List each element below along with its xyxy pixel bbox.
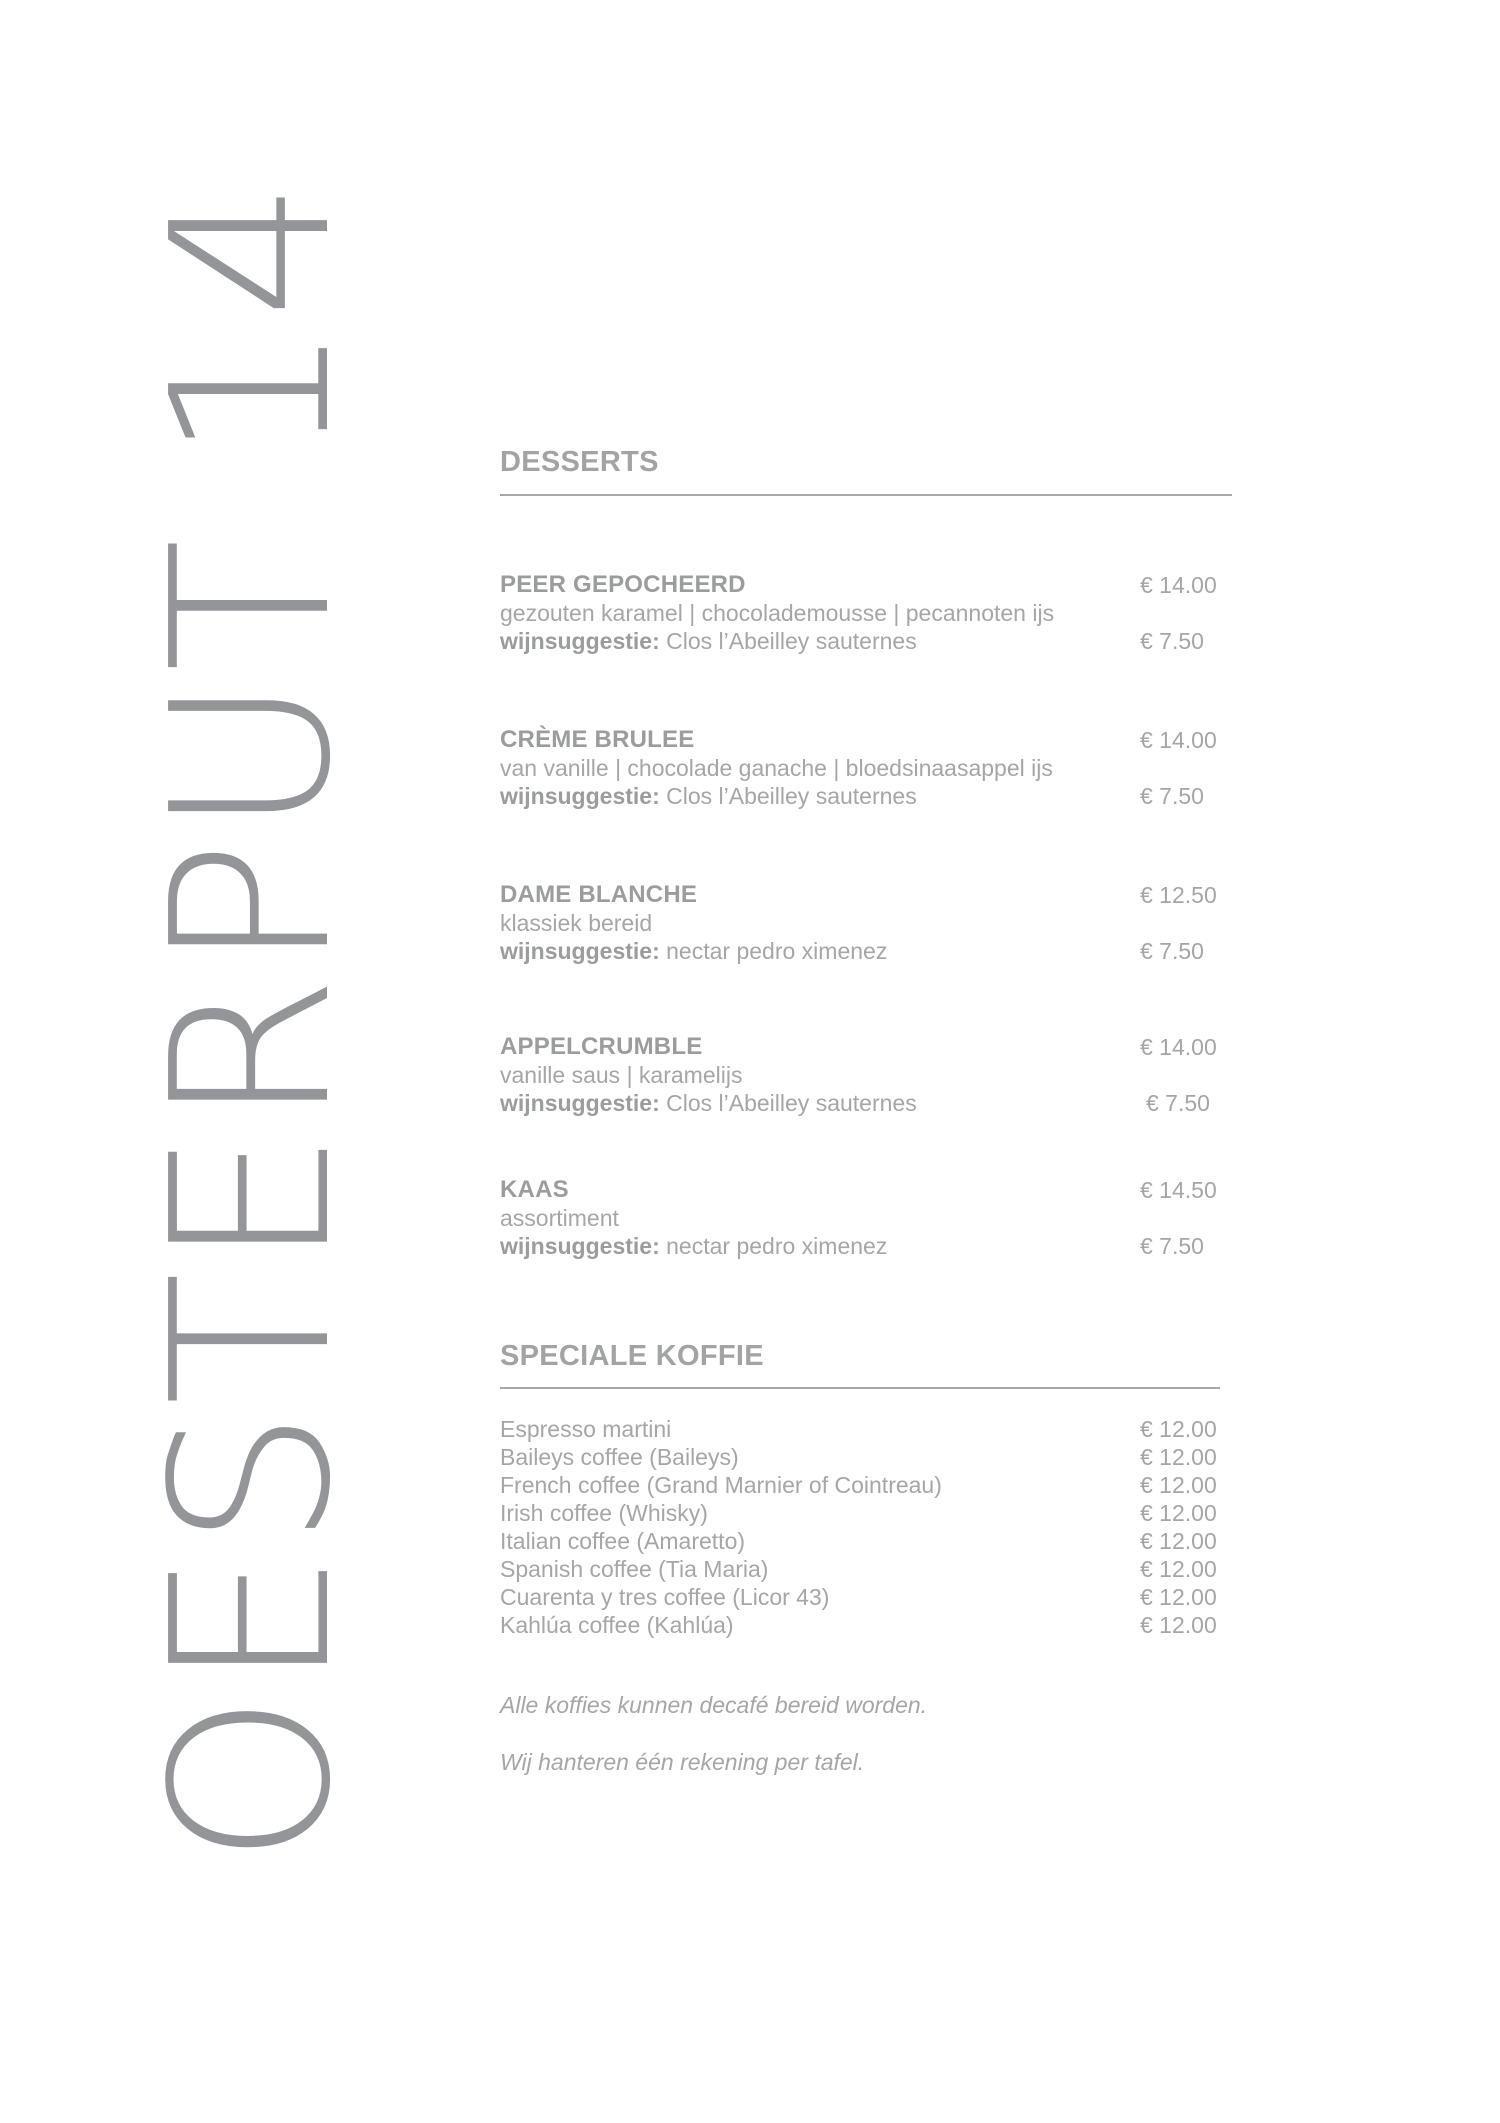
- coffee-item: [500, 1471, 1220, 1499]
- coffee-name: Espresso martini: [500, 1416, 672, 1442]
- decaf-note: Alle koffies kunnen decafé bereid worden.: [500, 1692, 928, 1718]
- coffee-name: Cuarenta y tres coffee (Licor 43): [500, 1584, 830, 1610]
- coffee-price: € 12.00: [1140, 1584, 1217, 1610]
- wine-price: € 7.50: [1140, 938, 1204, 964]
- coffee-price: € 12.00: [1140, 1472, 1217, 1498]
- wine-label: wijnsuggestie:: [500, 1233, 660, 1259]
- dessert-price: € 14.50: [1140, 1177, 1217, 1203]
- wine-name: Clos l’Abeilley sauternes: [666, 628, 917, 654]
- desserts-title: DESSERTS: [500, 446, 659, 478]
- wine-price: € 7.50: [1146, 1090, 1210, 1116]
- dessert-name: APPELCRUMBLE: [500, 1033, 703, 1060]
- wine-suggestion: [500, 627, 917, 655]
- wine-suggestion: [500, 937, 887, 965]
- wine-suggestion: [500, 1089, 917, 1117]
- dessert-price: € 12.50: [1140, 882, 1217, 908]
- coffee-name: Baileys coffee (Baileys): [500, 1444, 739, 1470]
- dessert-price: € 14.00: [1140, 572, 1217, 598]
- wine-name: nectar pedro ximenez: [666, 938, 888, 964]
- wine-label: wijnsuggestie:: [500, 1090, 660, 1116]
- wine-suggestion: [500, 1232, 887, 1260]
- dessert-name: PEER GEPOCHEERD: [500, 571, 746, 598]
- wine-name: nectar pedro ximenez: [666, 1233, 888, 1259]
- coffee-item: [500, 1583, 1220, 1611]
- dessert-name: KAAS: [500, 1176, 569, 1203]
- coffee-price: € 12.00: [1140, 1500, 1217, 1526]
- dessert-item-creme-brulee: [500, 726, 1220, 816]
- dessert-description: klassiek bereid: [500, 910, 653, 936]
- dessert-price: € 14.00: [1140, 727, 1217, 753]
- dessert-description: assortiment: [500, 1205, 619, 1231]
- coffee-name: Spanish coffee (Tia Maria): [500, 1556, 769, 1582]
- coffee-item: [500, 1611, 1220, 1639]
- dessert-price: € 14.00: [1140, 1034, 1217, 1060]
- dessert-item-dame-blanche: [500, 881, 1220, 971]
- wine-name: Clos l’Abeilley sauternes: [666, 783, 917, 809]
- dessert-name: DAME BLANCHE: [500, 881, 698, 908]
- coffee-price: € 12.00: [1140, 1444, 1217, 1470]
- dessert-description: van vanille | chocolade ganache | bloedsinaasappel ijs: [500, 755, 1053, 781]
- coffee-price: € 12.00: [1140, 1612, 1217, 1638]
- dessert-item-kaas: [500, 1176, 1220, 1266]
- dessert-item-peer-gepocheerd: [500, 571, 1220, 661]
- menu-content: [500, 0, 1240, 2123]
- wine-label: wijnsuggestie:: [500, 783, 660, 809]
- coffee-price: € 12.00: [1140, 1556, 1217, 1582]
- coffee-name: Irish coffee (Whisky): [500, 1500, 708, 1526]
- wine-name: Clos l’Abeilley sauternes: [666, 1090, 917, 1116]
- coffee-name: Kahlúa coffee (Kahlúa): [500, 1612, 734, 1638]
- wine-label: wijnsuggestie:: [500, 628, 660, 654]
- wine-price: € 7.50: [1140, 783, 1204, 809]
- coffee-price: € 12.00: [1140, 1416, 1217, 1442]
- coffee-title: SPECIALE KOFFIE: [500, 1340, 764, 1372]
- coffee-item: [500, 1499, 1220, 1527]
- coffee-list: [500, 1415, 1220, 1639]
- dessert-description: vanille saus | karamelijs: [500, 1062, 743, 1088]
- coffee-item: [500, 1415, 1220, 1443]
- bill-note: Wij hanteren één rekening per tafel.: [500, 1749, 865, 1775]
- coffee-item: [500, 1527, 1220, 1555]
- wine-price: € 7.50: [1140, 1233, 1204, 1259]
- coffee-price: € 12.00: [1140, 1528, 1217, 1554]
- dessert-description: gezouten karamel | chocolademousse | pecannoten ijs: [500, 600, 1055, 626]
- dessert-item-appelcrumble: [500, 1033, 1220, 1123]
- wine-suggestion: [500, 782, 917, 810]
- coffee-divider: [500, 1387, 1220, 1389]
- coffee-item: [500, 1555, 1220, 1583]
- coffee-name: Italian coffee (Amaretto): [500, 1528, 746, 1554]
- wine-price: € 7.50: [1140, 628, 1204, 654]
- wine-label: wijnsuggestie:: [500, 938, 660, 964]
- dessert-name: CRÈME BRULEE: [500, 726, 695, 753]
- coffee-name: French coffee (Grand Marnier of Cointreau): [500, 1472, 942, 1498]
- coffee-item: [500, 1443, 1220, 1471]
- brand-title: OESTERPUT 14: [126, 176, 379, 1865]
- desserts-divider: [500, 494, 1232, 496]
